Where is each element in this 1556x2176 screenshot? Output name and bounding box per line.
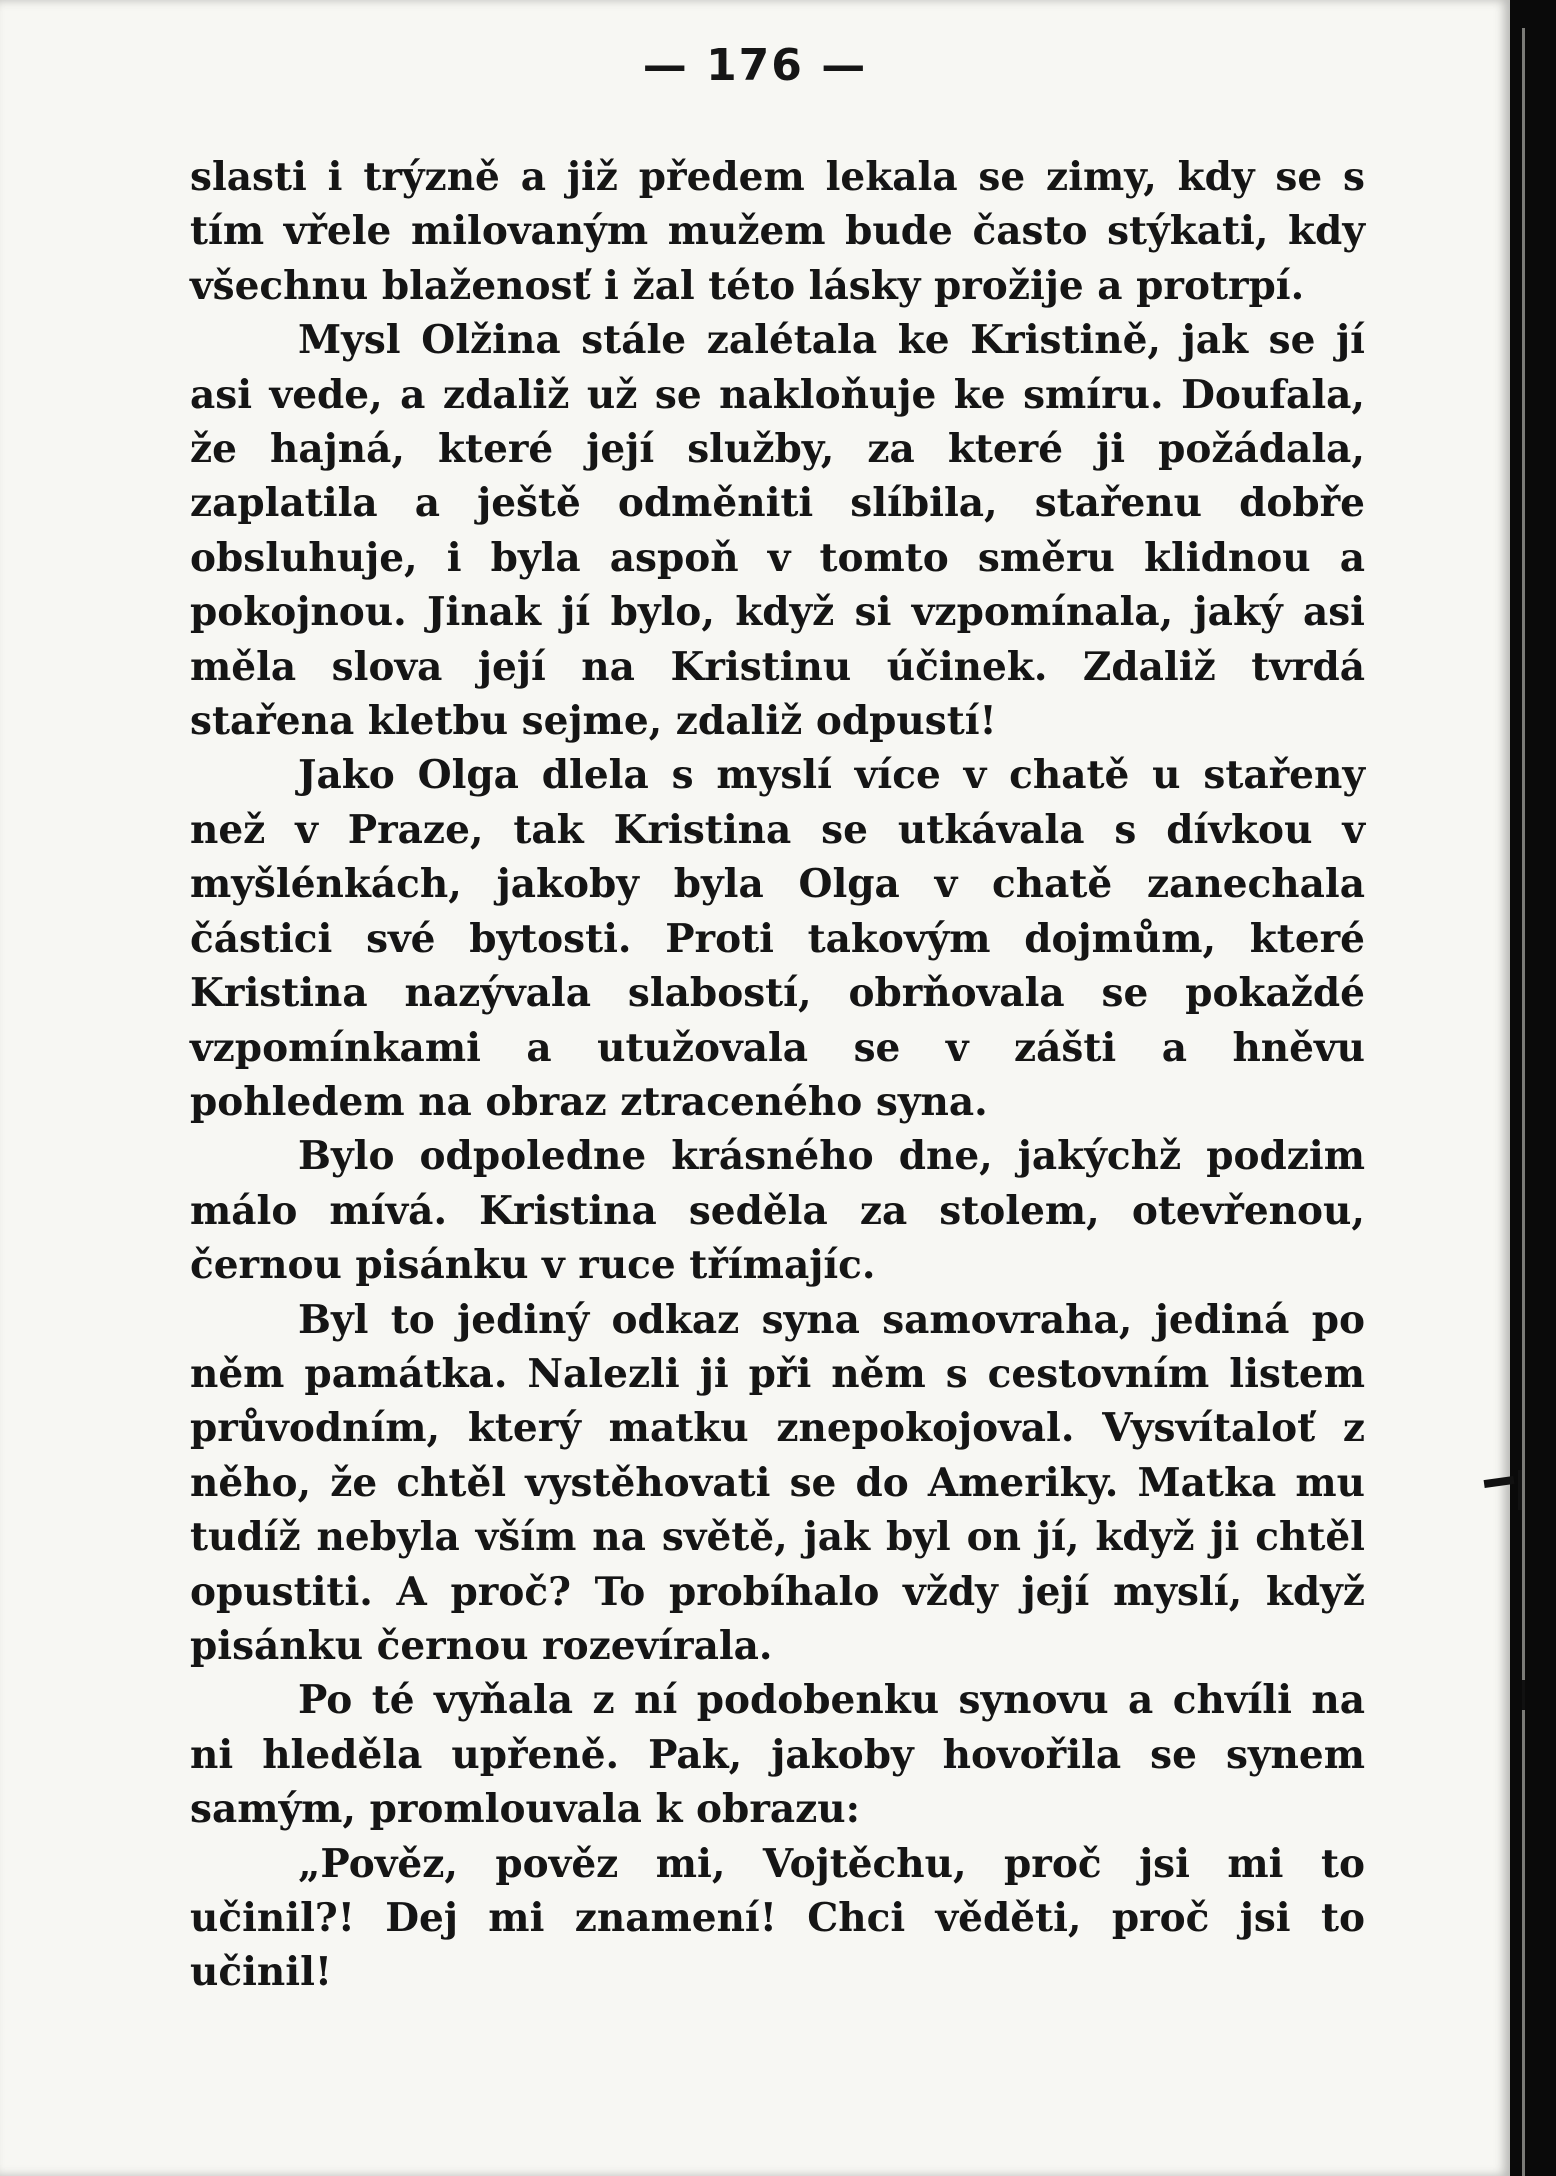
page-text bbox=[190, 150, 1365, 2000]
paragraph-2: Mysl Olžina stále zalétala ke Kristině, jak se jí asi vede, a zdaliž už se nakloňuje ke smíru. Doufala, že hajná, které její služby, za které ji požádala, zaplatila a ještě odměniti slíbila, stařenu dobře obsluhuje, i byla aspoň v tomto směru klidnou a pokojnou. Jinak jí bylo, když si vzpomínala, jaký asi měla slova její na Kristinu účinek. Zdaliž tvrdá stařena kletbu sejme, zdaliž odpustí! bbox=[190, 317, 1365, 745]
page-number: — 176 — bbox=[642, 40, 868, 91]
scan-mark bbox=[1522, 1680, 1525, 1710]
scan-mark bbox=[1518, 1470, 1522, 1510]
paragraph-4: Bylo odpoledne krásného dne, jakýchž podzim málo mívá. Kristina seděla za stolem, otevřenou, černou pisánku v ruce třímajíc. bbox=[190, 1133, 1365, 1289]
paragraph-1: slasti i trýzně a již předem lekala se zimy, kdy se s tím vřele milovaným mužem bude často stýkati, kdy všechnu blaženosť i žal této lásky prožije a protrpí. bbox=[190, 154, 1365, 309]
page-edge-line bbox=[1522, 28, 1525, 2176]
paragraph-6: Po té vyňala z ní podobenku synovu a chvíli na ni hleděla upřeně. Pak, jakoby hovořila se synem samým, promlouvala k obrazu: bbox=[190, 1677, 1365, 1833]
paragraph-3: Jako Olga dlela s myslí více v chatě u stařeny než v Praze, tak Kristina se utkávala s dívkou v myšlénkách, jakoby byla Olga v chatě zanechala částici své bytosti. Proti takovým dojmům, které Kristina nazývala slabostí, obrňovala se pokaždé vzpomínkami a utužovala se v zášti a hněvu pohledem na obraz ztraceného syna. bbox=[190, 752, 1365, 1125]
paragraph-5: Byl to jediný odkaz syna samovraha, jediná po něm památka. Nalezli ji při něm s cestovním listem průvodním, který matku znepokojoval. Vysvítaloť z něho, že chtěl vystěhovati se do Ameriky. Matka mu tudíž nebyla vším na světě, jak byl on jí, když ji chtěl opustiti. A proč? To probíhalo vždy její myslí, když pisánku černou rozevírala. bbox=[190, 1296, 1365, 1669]
paragraph-7: „Pověz, pověz mi, Vojtěchu, proč jsi mi to učinil?! Dej mi znamení! Chci věděti, proč jsi to učinil! bbox=[190, 1840, 1365, 1996]
